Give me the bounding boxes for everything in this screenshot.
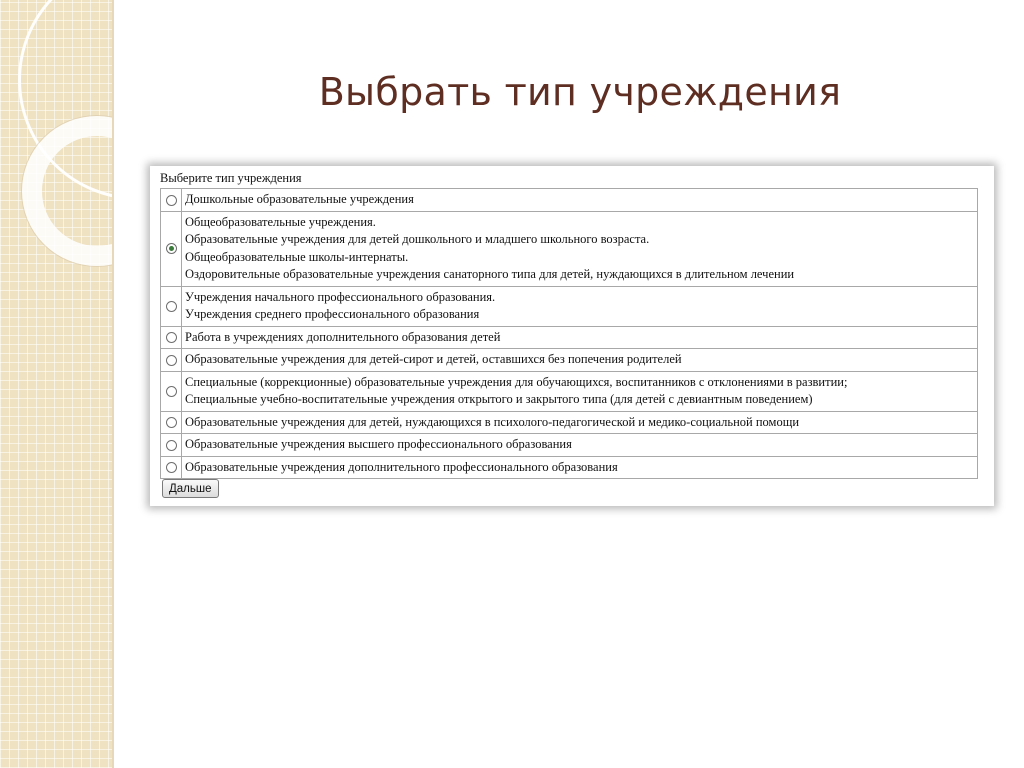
option-row[interactable] — [161, 326, 978, 349]
option-label-line: Специальные (коррекционные) образовательные учреждения для обучающихся, воспитанников с отклонениями в развитии; — [185, 374, 848, 389]
radio-button[interactable] — [166, 301, 177, 312]
radio-button[interactable] — [166, 332, 177, 343]
radio-button[interactable] — [166, 462, 177, 473]
option-label — [182, 326, 978, 349]
institution-type-table — [160, 188, 978, 479]
next-button[interactable]: Дальше — [162, 479, 219, 498]
option-row[interactable] — [161, 211, 978, 286]
radio-button[interactable] — [166, 386, 177, 397]
option-row[interactable] — [161, 349, 978, 372]
option-label-line: Учреждения начального профессионального образования. — [185, 289, 496, 304]
option-label — [182, 189, 978, 212]
option-label-line: Образовательные учреждения для детей дошкольного и младшего школьного возраста. — [185, 232, 650, 246]
option-label — [182, 434, 978, 457]
option-label — [182, 349, 978, 372]
option-label-line: Специальные учебно-воспитательные учреждения открытого и закрытого типа (для детей с девиантным поведением) — [185, 392, 813, 406]
option-label-line: Общеобразовательные учреждения. — [185, 214, 376, 229]
slide-title: Выбрать тип учреждения — [318, 70, 842, 114]
option-label-line: Учреждения среднего профессионального образования — [185, 307, 480, 321]
option-label-line: Оздоровительные образовательные учреждения санаторного типа для детей, нуждающихся в длительном лечении — [185, 267, 795, 281]
option-label-line: Работа в учреждениях дополнительного образования детей — [185, 329, 501, 344]
option-label — [182, 371, 978, 411]
option-label — [182, 456, 978, 479]
option-label — [182, 411, 978, 434]
radio-button[interactable] — [166, 355, 177, 366]
form-screenshot-panel — [150, 166, 994, 506]
option-row[interactable] — [161, 189, 978, 212]
option-label-line: Образовательные учреждения для детей-сирот и детей, оставшихся без попечения родителей — [185, 352, 682, 366]
option-row[interactable] — [161, 286, 978, 326]
option-label-line: Образовательные учреждения высшего профессионального образования — [185, 437, 572, 451]
form-caption: Выберите тип учреждения — [160, 171, 302, 185]
option-row[interactable] — [161, 456, 978, 479]
option-label — [182, 286, 978, 326]
option-row[interactable] — [161, 411, 978, 434]
option-label — [182, 211, 978, 286]
option-label-line: Дошкольные образовательные учреждения — [185, 192, 414, 206]
option-label-line: Общеобразовательные школы-интернаты. — [185, 249, 409, 264]
option-row[interactable] — [161, 371, 978, 411]
option-row[interactable] — [161, 434, 978, 457]
radio-button[interactable] — [166, 195, 177, 206]
option-label-line: Образовательные учреждения для детей, нуждающихся в психолого-педагогической и медико-социальной помощи — [185, 414, 800, 429]
radio-button[interactable] — [166, 440, 177, 451]
radio-button[interactable] — [166, 243, 177, 254]
radio-button[interactable] — [166, 417, 177, 428]
option-label-line: Образовательные учреждения дополнительного профессионального образования — [185, 459, 618, 474]
